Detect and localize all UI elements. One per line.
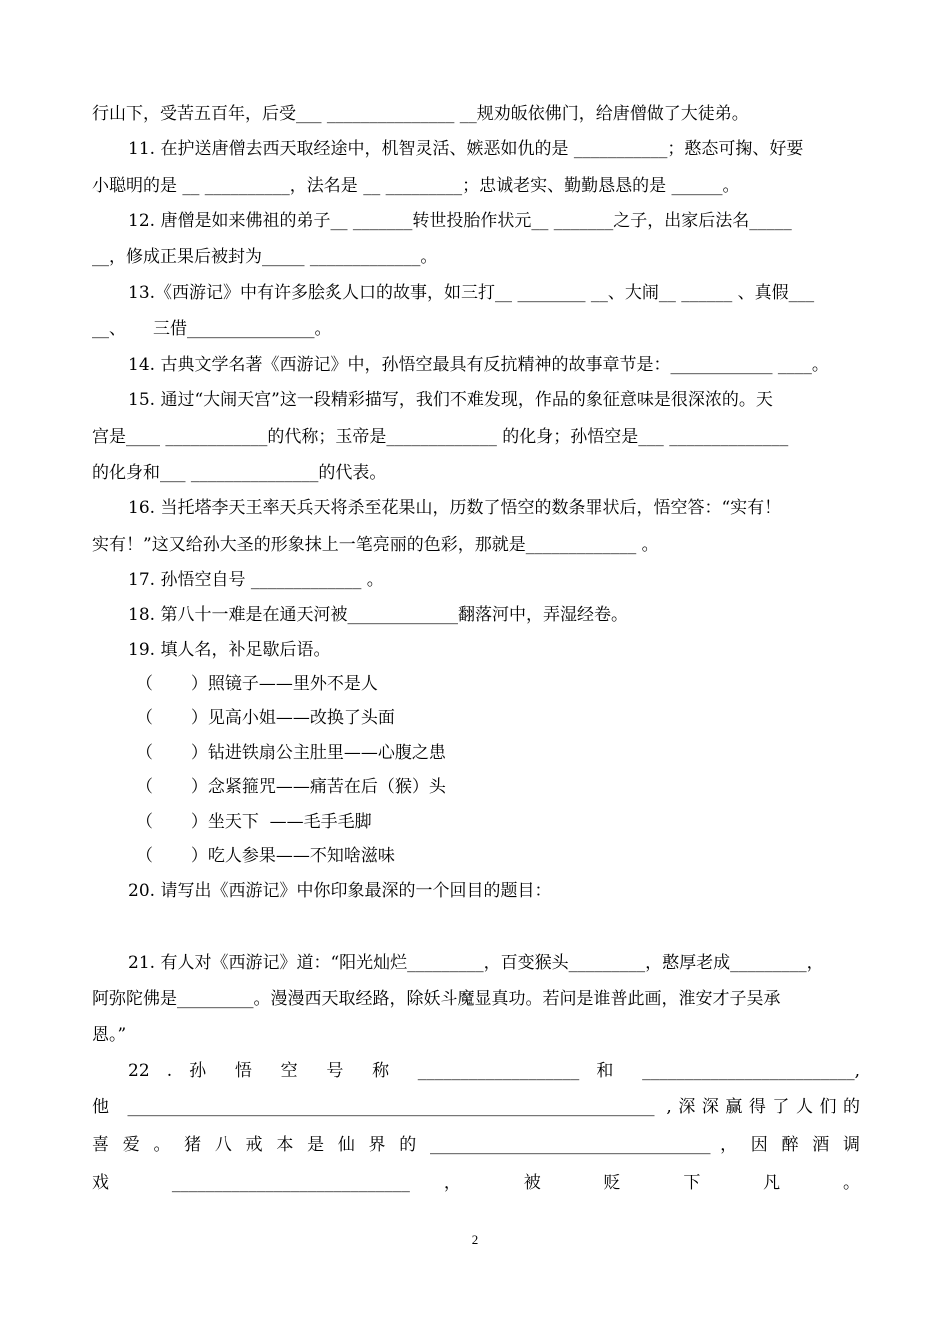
xiehouyu-item: （ ）念紧箍咒——痛苦在后（猴）头 [136,777,446,797]
xiehouyu-item: （ ）坐天下 ——毛手毛脚 [136,812,372,832]
text-line: 恩。” [92,1025,127,1045]
text-line: 宫是____ ____________的代称；玉帝是_____________ 的化身；孙悟空是___ ______________ [92,427,789,447]
question-13: 13.《西游记》中有许多脍炙人口的故事，如三打__ ________ __、大闹__ ______ 、真假___ [128,283,815,303]
text-line: 的化身和___ _______________的代表。 [92,463,387,483]
text-line: 戏 ____________________________ ， 被 贬 下 凡 。 [92,1173,860,1193]
xiehouyu-item: （ ）见高小姐——改换了头面 [136,708,395,728]
question-21: 21. 有人对《西游记》道：“阳光灿烂_________，百变猴头_________，憨厚老成_________， [128,953,824,973]
question-22: 22 . 孙 悟 空 号 称 ___________________ 和 _________________________, [128,1061,860,1081]
page-number: 2 [471,1232,479,1247]
text-line: 实有！”这又给孙大圣的形象抹上一笔亮丽的色彩，那就是_____________ 。 [92,535,659,555]
text-line: __，修成正果后被封为_____ _____________。 [92,247,438,267]
xiehouyu-item: （ ）吃人参果——不知啥滋味 [136,846,395,866]
text-line: 行山下，受苦五百年，后受___ _______________ __规劝皈依佛门，给唐僧做了大徒弟。 [92,104,749,124]
question-11: 11. 在护送唐僧去西天取经途中，机智灵活、嫉恶如仇的是 ___________；憨态可掬、好要 [128,139,804,159]
text-line: 小聪明的是 __ __________，法名是 __ _________；忠诚老实、勤勤恳恳的是 ______。 [92,176,740,196]
text-line: __、 三借_______________。 [92,319,332,339]
text-line: 喜 爱 。 猪 八 戒 本 是 仙 界 的 _________________________________ ， 因 醉 酒 调 [92,1135,860,1155]
question-19: 19. 填人名，补足歇后语。 [128,640,331,660]
question-16: 16. 当托塔李天王率天兵天将杀至花果山，历数了悟空的数条罪状后，悟空答：“实有！ [128,498,782,518]
xiehouyu-item: （ ）照镜子——里外不是人 [136,674,378,694]
question-12: 12. 唐僧是如来佛祖的弟子__ _______转世投胎作状元__ _______之子，出家后法名_____ [128,211,792,231]
question-17: 17. 孙悟空自号 _____________ 。 [128,570,384,590]
text-line: 阿弥陀佛是_________。漫漫西天取经路，除妖斗魔显真功。若问是谁普此画，淮安才子吴承 [92,989,781,1009]
question-18: 18. 第八十一难是在通天河被_____________翻落河中，弄湿经卷。 [128,605,628,625]
xiehouyu-item: （ ）钻进铁扇公主肚里——心腹之患 [136,743,446,763]
question-15: 15. 通过“大闹天宫”这一段精彩描写，我们不难发现，作品的象征意味是很深浓的。天 [128,390,773,410]
question-14: 14. 古典文学名著《西游记》中，孙悟空最具有反抗精神的故事章节是：____________ ____。 [128,355,829,375]
text-line: 他 ______________________________________________________________ ,深深赢得了人们的 [92,1097,860,1117]
question-20: 20. 请写出《西游记》中你印象最深的一个回目的题目： [128,881,552,901]
